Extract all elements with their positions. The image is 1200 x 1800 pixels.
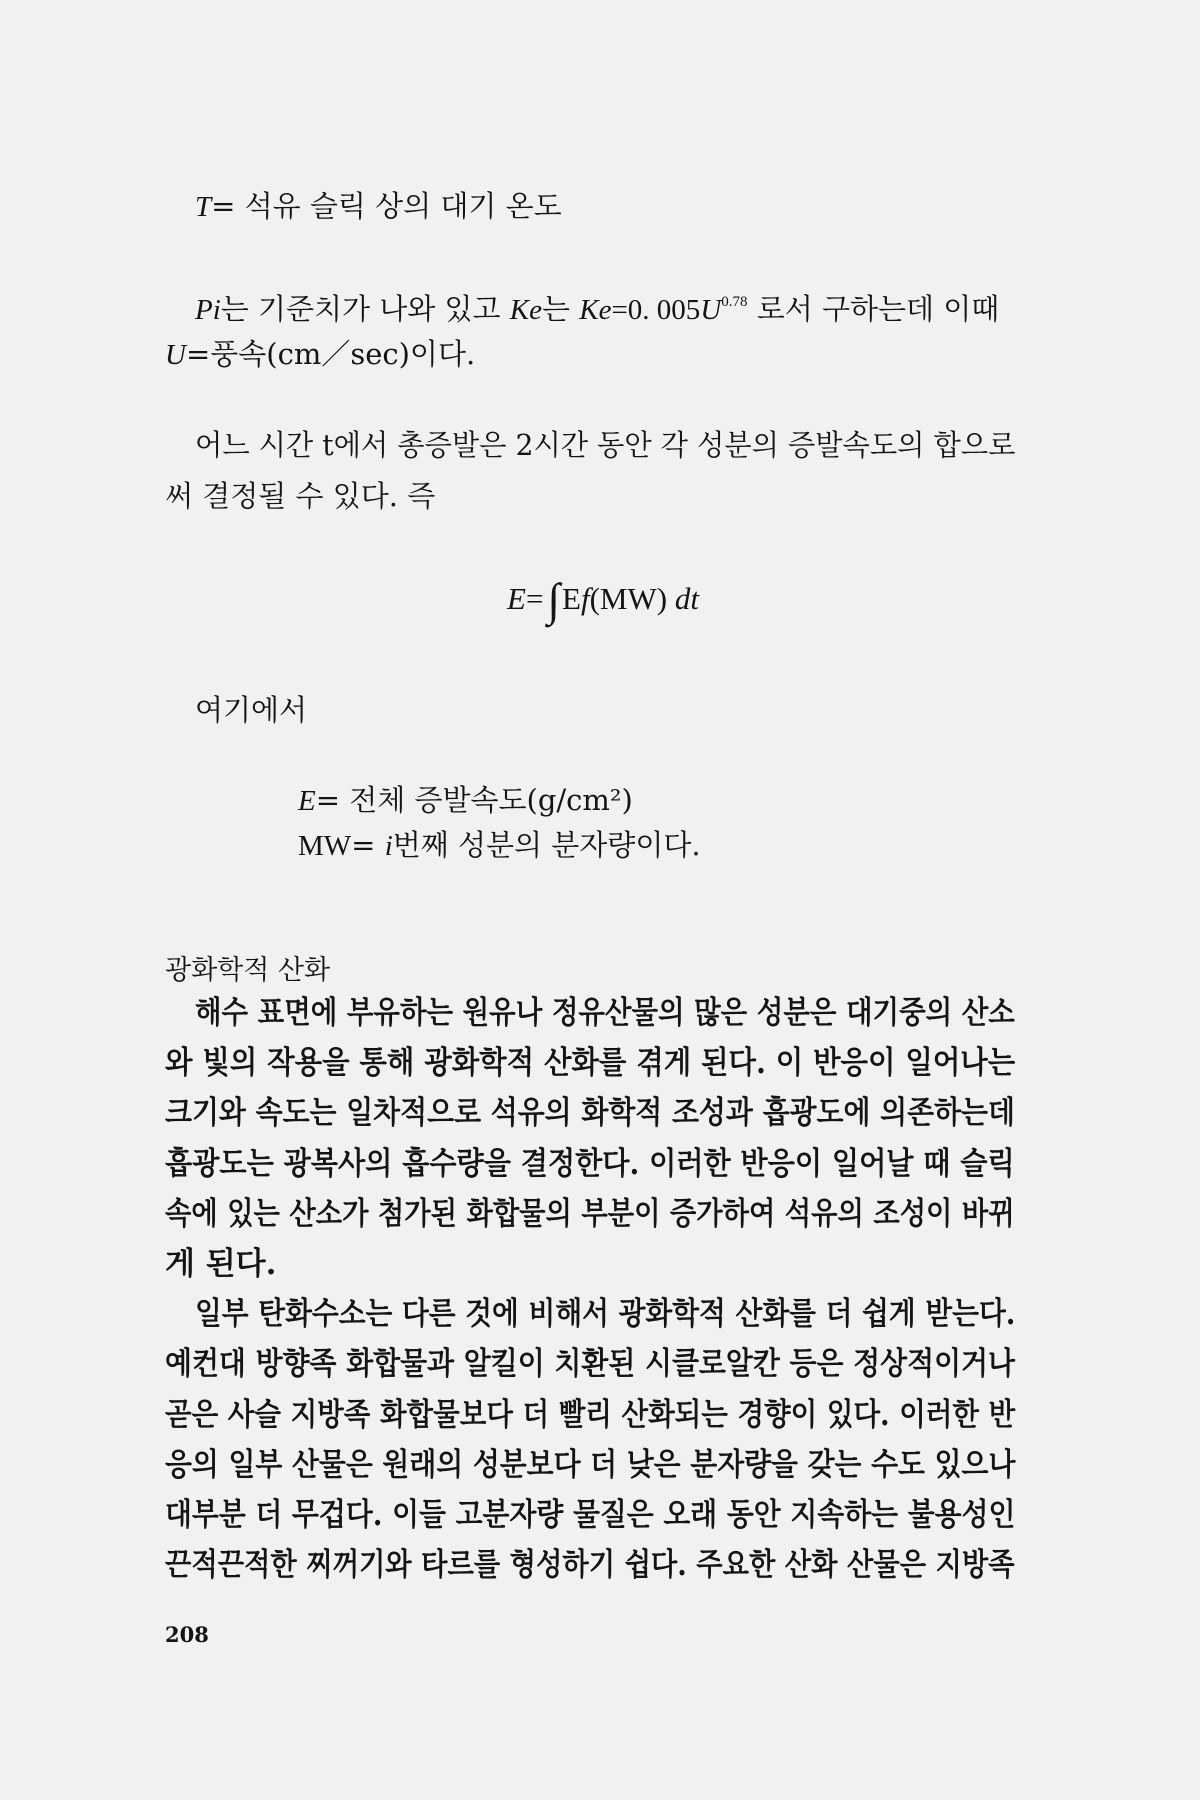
evaporation-equation (507, 574, 699, 625)
paragraph-1-line: 크기와 속도는 일차적으로 석유의 화학적 조성과 흡광도에 의존하는데 (165, 1095, 1015, 1131)
t-symbol: T (195, 191, 212, 223)
evap-paragraph-line-1: 어느 시간 t에서 총증발은 2시간 동안 각 성분의 증발속도의 합으로 (195, 428, 1016, 462)
equation-f: f (580, 581, 590, 616)
paragraph-2-line: 곧은 사슬 지방족 화합물보다 더 빨리 산화되는 경향이 있다. 이러한 반 (165, 1397, 1016, 1433)
paragraph-1-line: 해수 표면에 부유하는 원유나 정유산물의 많은 성분은 대기중의 산소 (195, 995, 1015, 1031)
mw-symbol: MW (298, 830, 352, 862)
pi-paragraph-line-1 (195, 284, 999, 328)
paragraph-1-line: 흡광도는 광복사의 흡수량을 결정한다. 이러한 반응이 일어날 때 슬릭 (165, 1146, 1015, 1182)
paragraph-1-line: 와 빛의 작용을 통해 광화학적 산화를 겪게 된다. 이 반응이 일어나는 (165, 1045, 1016, 1081)
equation-e: E (562, 581, 581, 616)
section-heading: 광화학적 산화 (165, 955, 331, 986)
e-symbol: E (298, 785, 316, 817)
wind-speed-definition: =풍속(cm／sec)이다. (185, 337, 476, 371)
paragraph-2-line: 응의 일부 산물은 원래의 성분보다 더 낮은 분자량을 갖는 수도 있으나 (165, 1447, 1016, 1483)
pi-text-a: 는 기준치가 나와 있고 (220, 292, 510, 326)
equation-equals: = (525, 581, 544, 616)
t-definition-text: = 석유 슬릭 상의 대기 온도 (211, 189, 562, 223)
page-number: 208 (165, 1622, 209, 1647)
evap-paragraph-line-2: 써 결정될 수 있다. 즉 (165, 479, 436, 513)
ke-symbol: Ke (509, 294, 542, 326)
mw-definition-text: 번째 성분의 분자량이다. (392, 828, 701, 862)
e-definition (298, 782, 633, 819)
temperature-definition (195, 188, 562, 225)
pi-paragraph-line-2 (165, 336, 475, 373)
paragraph-1-line: 속에 있는 산소가 첨가된 화합물의 부분이 증가하여 석유의 조성이 바뀌 (165, 1196, 1015, 1232)
i-symbol: i (384, 830, 393, 862)
u-symbol: U (700, 294, 722, 326)
mw-definition (298, 827, 701, 864)
paragraph-2-line: 끈적끈적한 찌꺼기와 타르를 형성하기 쉽다. 주요한 산화 산물은 지방족 (165, 1547, 1015, 1583)
paragraph-2-line: 예컨대 방향족 화합물과 알킬이 치환된 시클로알칸 등은 정상적이거나 (165, 1346, 1015, 1382)
ke-eq-symbol: Ke (579, 294, 612, 326)
equation-mw: (MW) (589, 581, 668, 616)
integral-sign: ∫ (547, 574, 561, 625)
pi-symbol: Pi (195, 294, 221, 326)
equation-lhs: E (507, 581, 526, 616)
paragraph-2-line: 일부 탄화수소는 다른 것에 비해서 광화학적 산화를 더 쉽게 받는다. (195, 1296, 1016, 1332)
u-exponent: 0.78 (721, 294, 748, 310)
equation-dt: dt (674, 581, 699, 616)
where-label: 여기에서 (195, 693, 308, 727)
paragraph-1-line: 게 된다. (165, 1246, 277, 1282)
paragraph-2-line: 대부분 더 무겁다. 이들 고분자량 물질은 오래 동안 지속하는 불용성인 (165, 1497, 1016, 1533)
pi-text-d: 로서 구하는데 이때 (747, 292, 1000, 326)
pi-text-b: 는 (542, 292, 580, 326)
mw-equals: = (351, 828, 385, 862)
e-definition-text: = 전체 증발속도(g/cm²) (315, 783, 633, 817)
ke-coefficient: =0. 005 (611, 294, 701, 326)
u-symbol-2: U (165, 339, 186, 371)
